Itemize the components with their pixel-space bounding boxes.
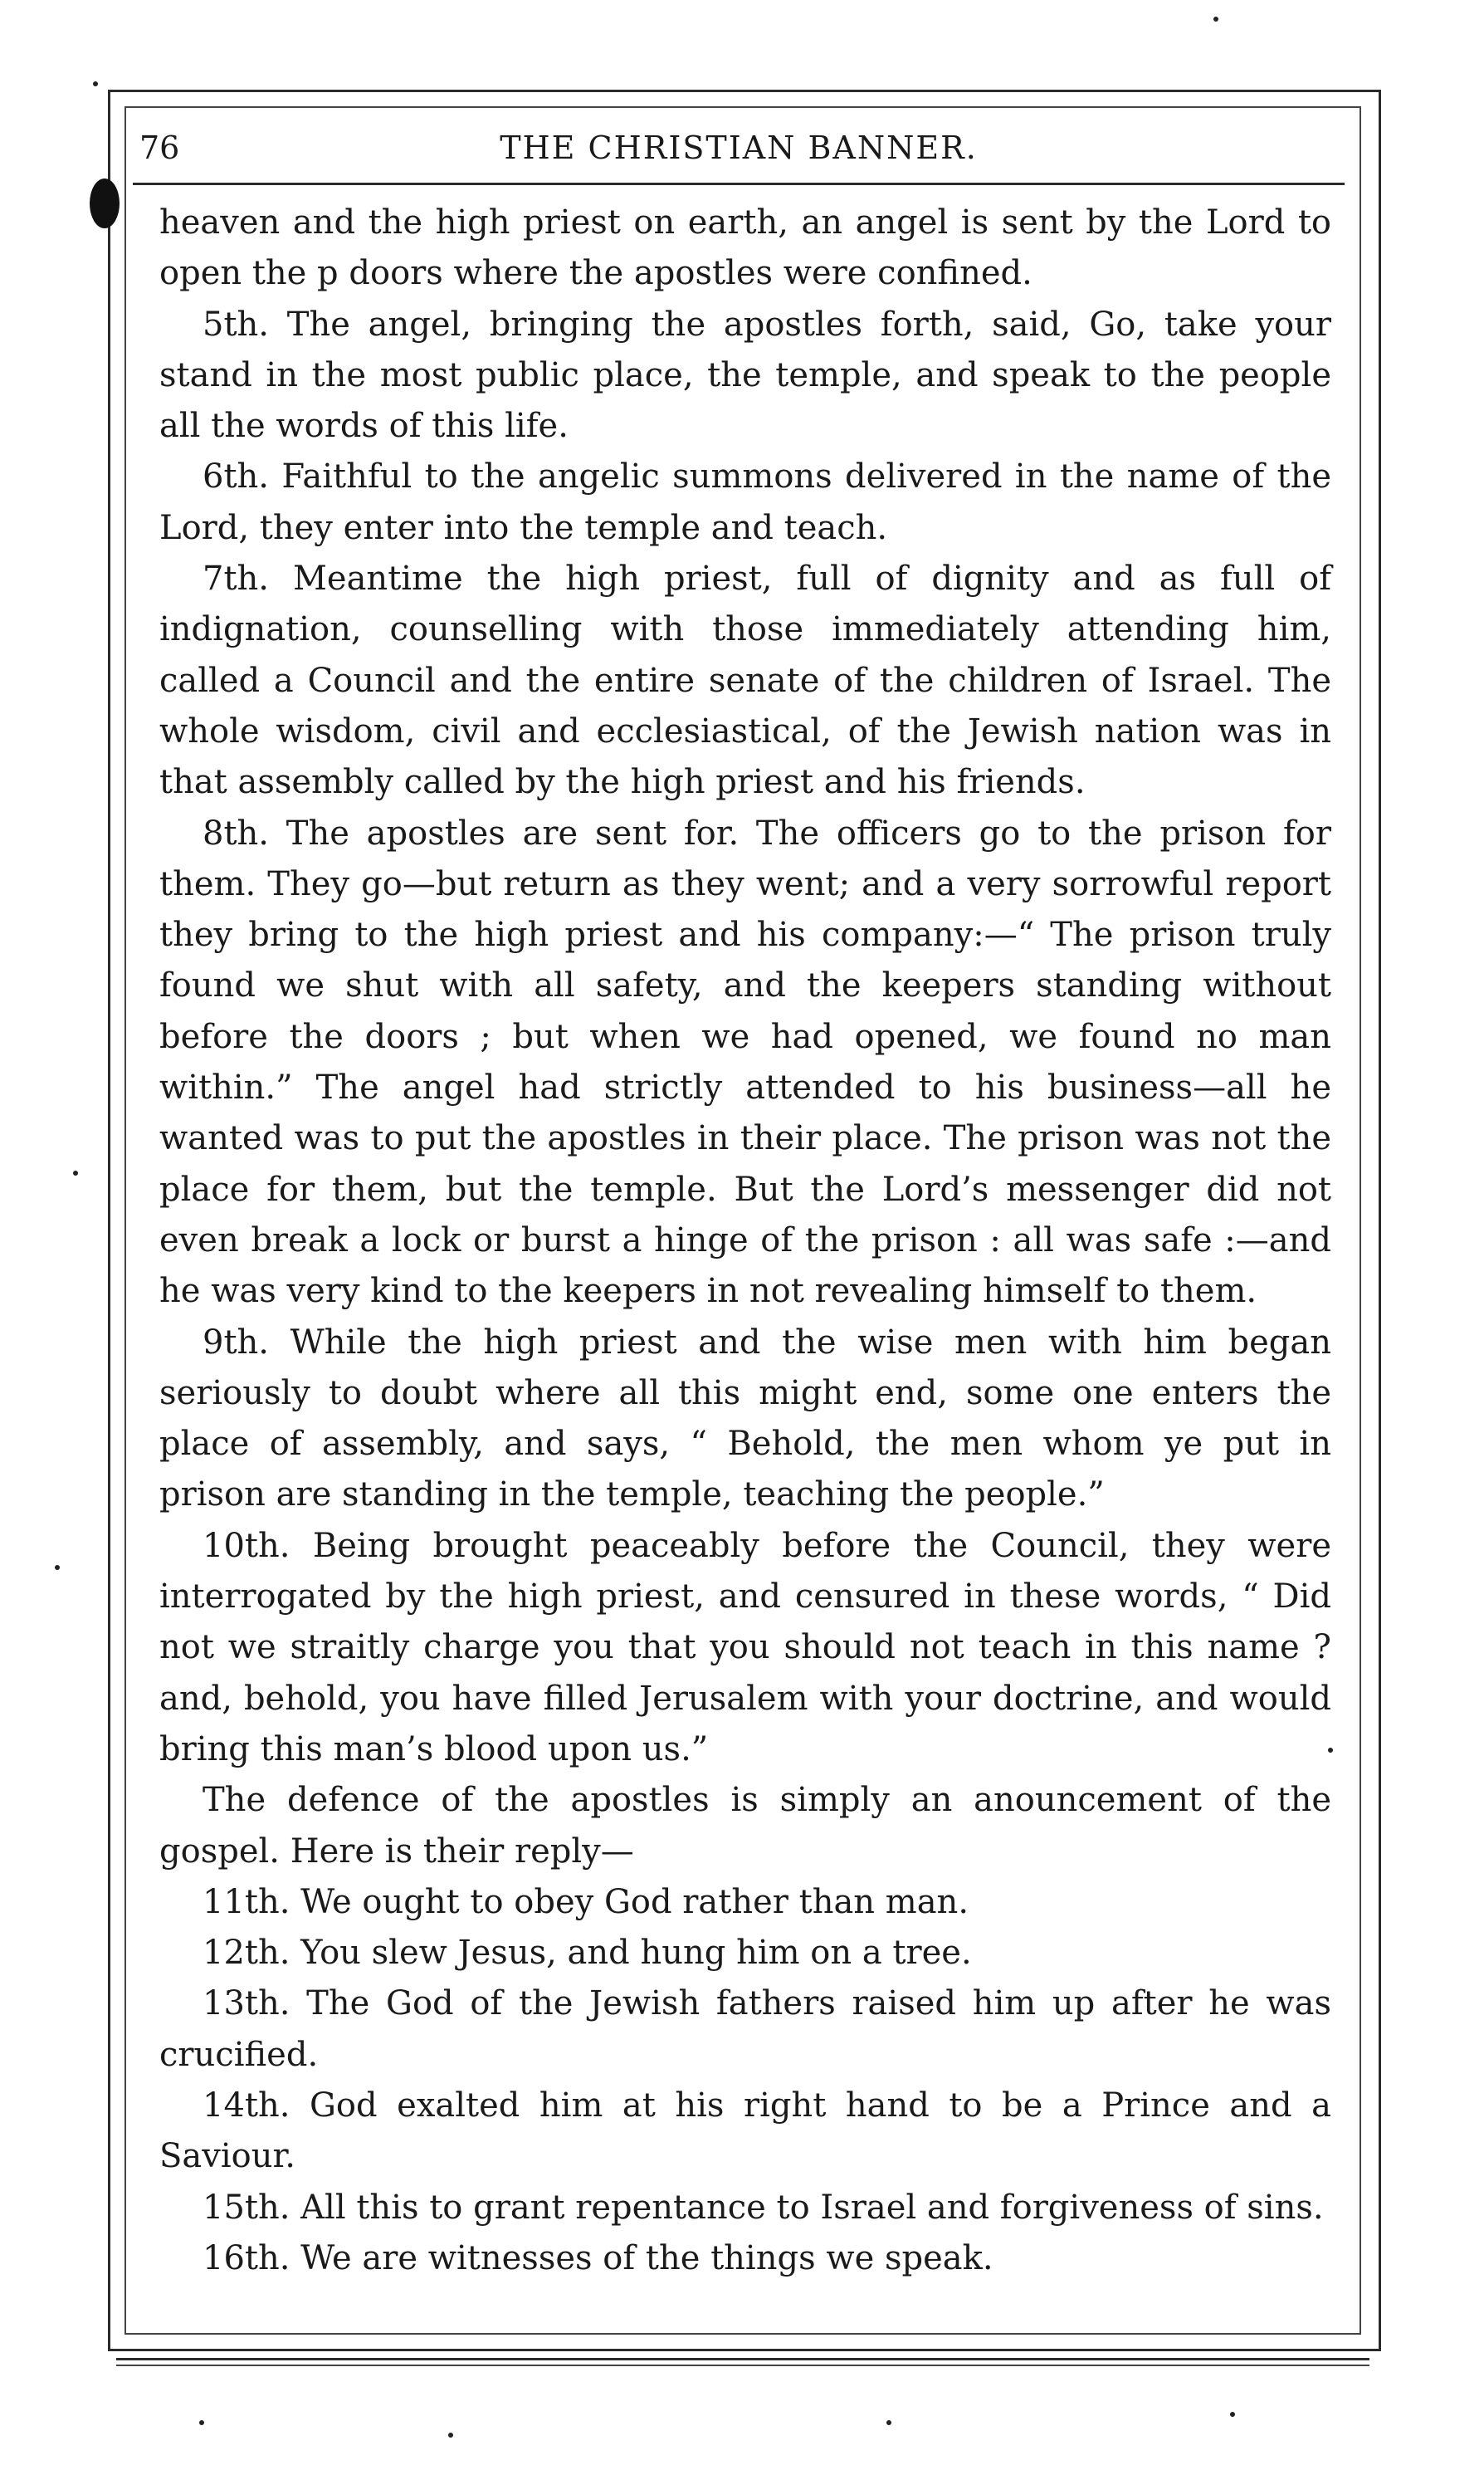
- paragraph-7th: 7th. Meantime the high priest, full of dignity and as full of indignation, counselling with those immediately attending him, called a Council and the entire senate of the children of Israel. The whole wisdom, civil and ecclesiastical, of the Jewish nation was in that assembly called by the high priest and his friends.: [159, 560, 1331, 802]
- paragraph-12th: 12th. You slew Jesus, and hung him on a tree.: [203, 1934, 972, 1973]
- speck: [55, 1565, 60, 1570]
- paragraph-14th: 14th. God exalted him at his right hand to be a Prince and a Saviour.: [159, 2086, 1331, 2176]
- speck: [73, 1171, 78, 1176]
- speck: [886, 2420, 891, 2425]
- running-title: THE CHRISTIAN BANNER.: [500, 130, 978, 166]
- page-number: 76: [139, 130, 180, 166]
- text-body: [159, 198, 1331, 2284]
- paragraph-8th: 8th. The apostles are sent for. The officers go to the prison for them. They go—but return as they went; and a very sorrowful report they bring to the high priest and his company:—“ The prison truly found we shut with all safety, and the keepers standing without before the doors ; but when we had opened, we found no man within.” The angel had strictly attended to his business—all he wanted was to put the apostles in their place. The prison was not the place for them, but the temple. But the Lord’s messenger did not even break a lock or burst a hinge of the prison : all was safe :—and he was very kind to the keepers in not revealing himself to them.: [159, 814, 1331, 1311]
- speck: [199, 2420, 204, 2425]
- paragraph-16th: 16th. We are witnesses of the things we speak.: [203, 2238, 993, 2277]
- paragraph-6th: 6th. Faithful to the angelic summons delivered in the name of the Lord, they enter into the temple and teach.: [159, 457, 1331, 547]
- speck: [93, 81, 98, 86]
- page-header: [133, 125, 1345, 174]
- speck: [1213, 17, 1218, 22]
- paragraph-11th: 11th. We ought to obey God rather than man.: [203, 1882, 969, 1921]
- ink-blot: [90, 179, 120, 228]
- footer-rule-inner: [116, 2365, 1369, 2366]
- speck: [1230, 2412, 1235, 2417]
- header-rule: [133, 183, 1345, 185]
- footer-rule: [116, 2358, 1369, 2360]
- paragraph-15th: 15th. All this to grant repentance to Israel and forgiveness of sins.: [203, 2188, 1324, 2227]
- paragraph-10th: 10th. Being brought peaceably before the Council, they were interrogated by the high priest, and censured in these words, “ Did not we straitly charge you that you should not teach in this name ? and, behold, you have filled Jerusalem with your doctrine, and would bring this man’s blood upon us.”: [159, 1526, 1331, 1768]
- paragraph-9th: 9th. While the high priest and the wise men with him began seriously to doubt where all this might end, some one enters the place of assembly, and says, “ Behold, the men whom ye put in prison are standing in the temple, teaching the people.”: [159, 1323, 1331, 1514]
- paragraph-5th: 5th. The angel, bringing the apostles forth, said, Go, take your stand in the most public place, the temple, and speak to the people all the words of this life.: [159, 305, 1331, 446]
- speck: [1328, 1748, 1333, 1753]
- paragraph-defence: The defence of the apostles is simply an anouncement of the gospel. Here is their reply—: [159, 1781, 1331, 1871]
- speck: [448, 2433, 453, 2438]
- paragraph-continuation: heaven and the high priest on earth, an angel is sent by the Lord to open the p doors where the apostles were confined.: [159, 203, 1331, 293]
- paragraph-13th: 13th. The God of the Jewish fathers raised him up after he was crucified.: [159, 1984, 1331, 2074]
